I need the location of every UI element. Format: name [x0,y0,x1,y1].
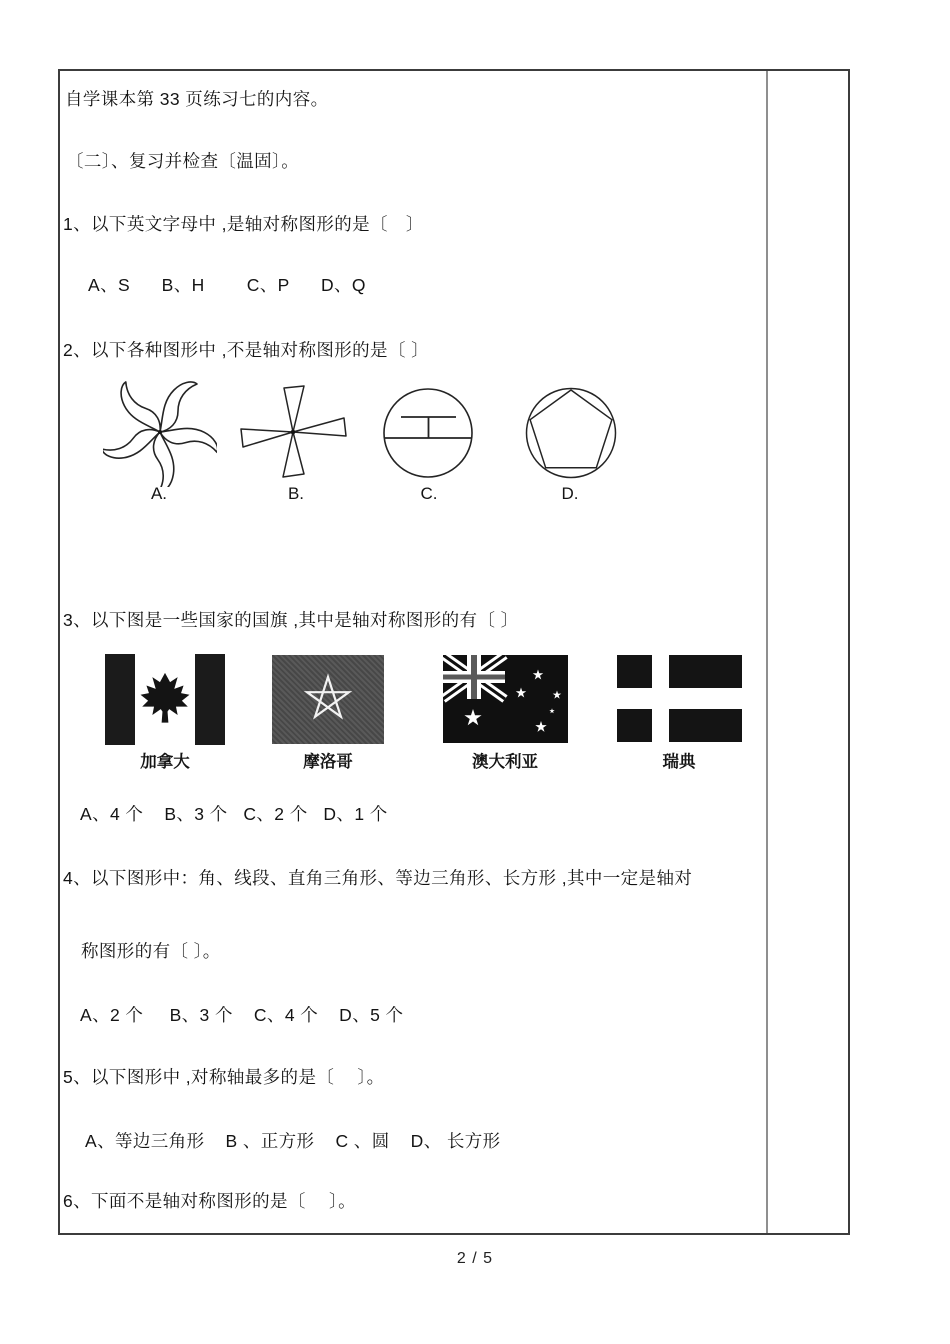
pinwheel-figure [103,377,217,487]
pentagon-in-circle-figure [524,386,618,480]
question-2-text: 2、以下各种图形中 ,不是轴对称图形的是〔 〕 [63,340,430,360]
flag-caption-sweden: 瑞典 [662,752,696,771]
sweden-flag-block [617,709,652,742]
figure-label-a: A. [150,484,168,503]
maple-leaf-icon [138,663,192,735]
question-1-text: 1、以下英文字母中 ,是轴对称图形的是〔 〕 [63,214,424,234]
worksheet-table [58,69,850,1235]
canada-flag [105,654,225,745]
page-number: 2 / 5 [456,1250,494,1267]
figure-label-c: C. [420,484,438,503]
morocco-flag [272,655,384,744]
pentagram-star-icon [272,655,384,744]
figure-label-b: B. [287,484,305,503]
question-4-text-line2: 称图形的有〔 〕。 [81,941,221,961]
sweden-flag [617,655,742,742]
canada-flag-left-band [105,654,135,745]
question-5-text: 5、以下图形中 ,对称轴最多的是〔 〕。 [63,1067,385,1087]
flag-caption-canada: 加拿大 [140,752,190,771]
sweden-flag-block [669,709,742,742]
union-jack-canton [443,655,505,699]
flag-caption-morocco: 摩洛哥 [303,752,353,771]
flag-caption-australia: 澳大利亚 [472,752,538,771]
sweden-flag-block [669,655,742,688]
intro-text: 自学课本第 33 页练习七的内容。 [65,89,329,109]
question-4-text-line1: 4、以下图形中：角、线段、直角三角形、等边三角形、长方形 ,其中一定是轴对 [63,868,693,888]
australia-flag [443,655,568,748]
four-triangle-cross-figure [237,382,349,482]
sweden-flag-block [617,655,652,688]
section-heading: 〔二〕、复习并检查〔温固〕。 [66,151,300,171]
figure-label-d: D. [561,484,579,503]
question-6-text: 6、下面不是轴对称图形的是〔 〕。 [63,1191,357,1211]
table-column-divider [766,71,768,1233]
question-3-text: 3、以下图是一些国家的国旗 ,其中是轴对称图形的有〔 〕 [63,610,519,630]
question-4-options: A、2 个 B、3 个 C、4 个 D、5 个 [80,1005,404,1025]
circle-with-t-shape-figure [381,386,475,480]
question-5-options: A、等边三角形 B 、正方形 C 、圆 D、 长方形 [85,1131,501,1151]
question-3-options: A、4 个 B、3 个 C、2 个 D、1 个 [80,804,388,824]
canada-flag-right-band [195,654,225,745]
question-1-options: A、S B、H C、P D、Q [88,275,366,295]
